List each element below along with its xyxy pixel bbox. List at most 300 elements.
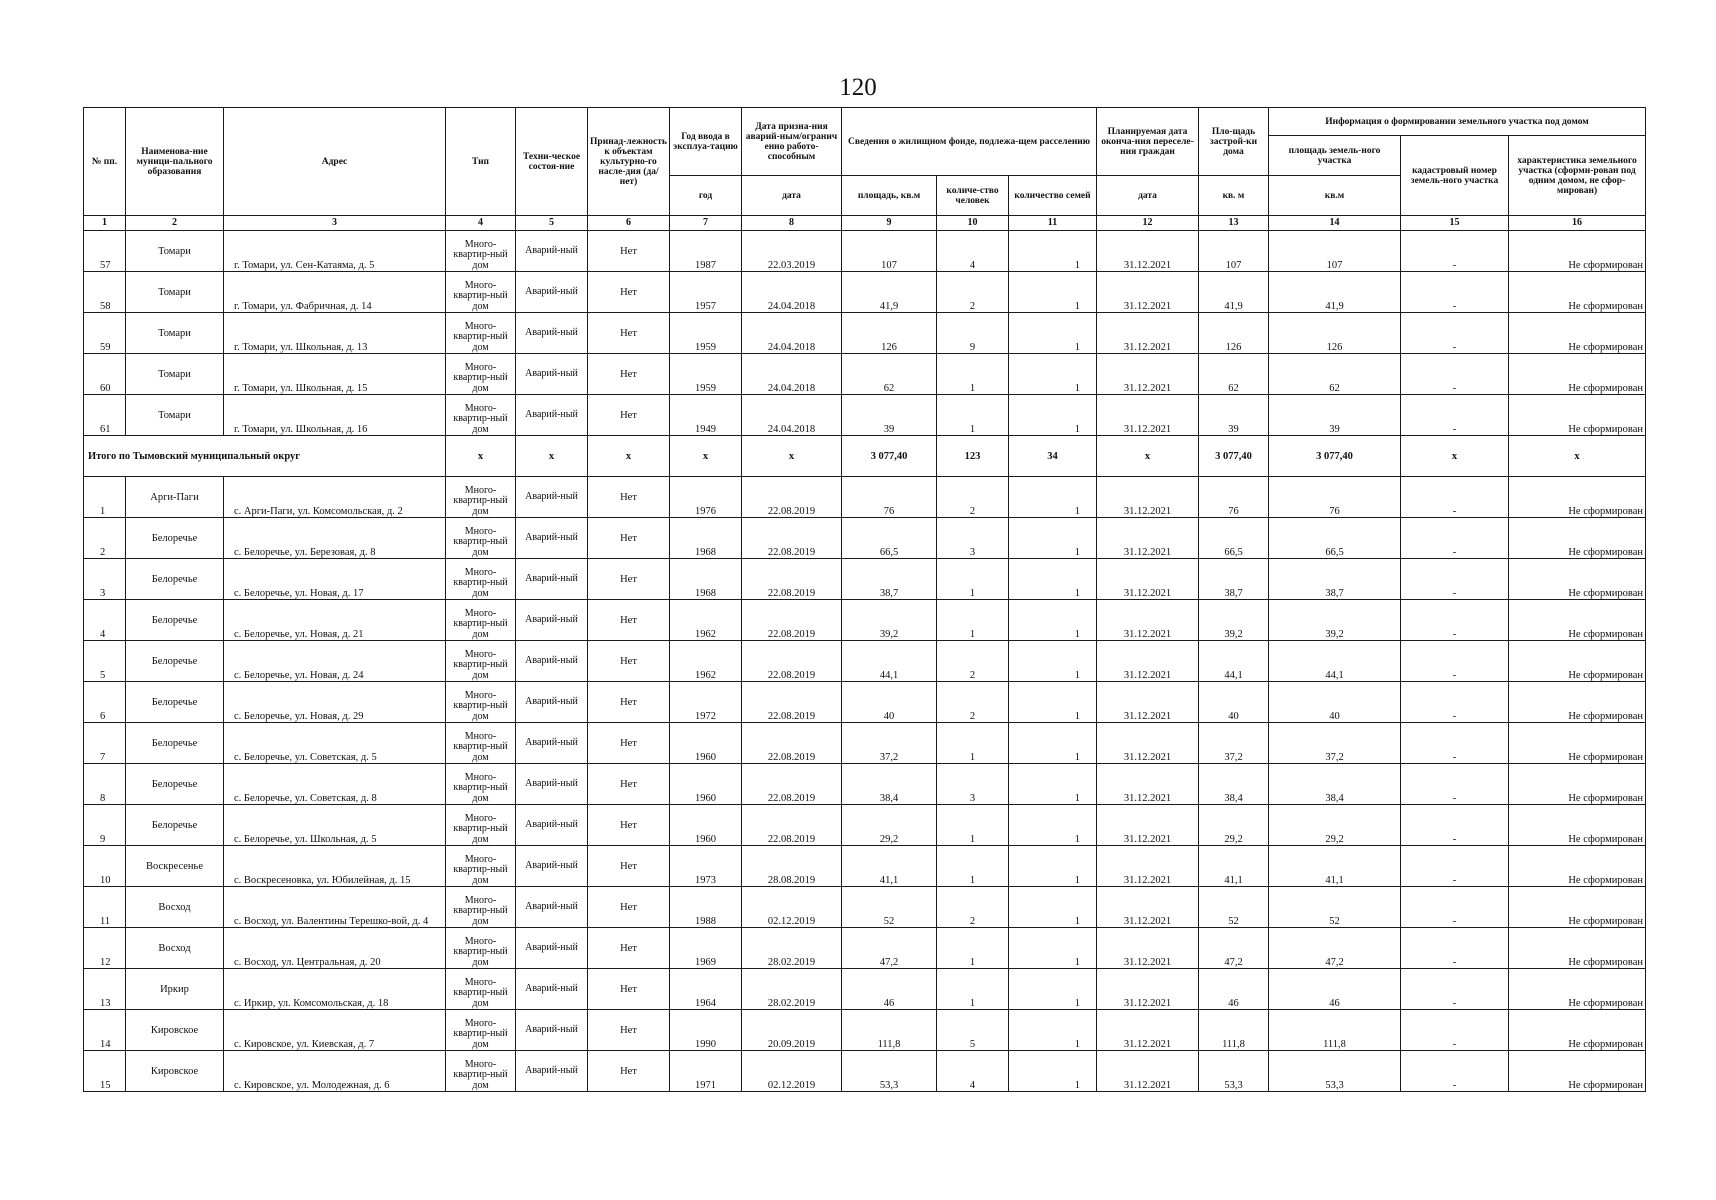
commission-year-cell: 1990 [670, 1010, 742, 1051]
column-number-5: 5 [516, 216, 588, 231]
area-cell: 39 [842, 395, 937, 436]
tech-state-cell: Аварий-ный [516, 805, 588, 846]
address-cell: с. Белоречье, ул. Школьная, д. 5 [224, 805, 446, 846]
tech-state-cell: Аварий-ный [516, 600, 588, 641]
cultural-heritage-cell: Нет [588, 969, 670, 1010]
people-count-cell: 2 [937, 887, 1009, 928]
land-status-cell: Не сформирован [1509, 641, 1646, 682]
tech-state-cell: Аварий-ный [516, 641, 588, 682]
families-count-cell: 1 [1009, 641, 1097, 682]
area-cell: 41,9 [842, 272, 937, 313]
municipality-cell: Белоречье [126, 723, 224, 764]
table-row [84, 805, 1646, 846]
row-number: 60 [84, 354, 126, 395]
land-area-cell: 39,2 [1269, 600, 1401, 641]
address-cell: с. Белоречье, ул. Березовая, д. 8 [224, 518, 446, 559]
type-cell: Много-квартир-ный дом [446, 887, 516, 928]
table-row [84, 600, 1646, 641]
type-cell: Много-квартир-ный дом [446, 272, 516, 313]
resettlement-table [83, 107, 1646, 1092]
emergency-date-cell: 02.12.2019 [742, 887, 842, 928]
table-row [84, 928, 1646, 969]
land-status-cell: Не сформирован [1509, 395, 1646, 436]
address-cell: г. Томари, ул. Школьная, д. 13 [224, 313, 446, 354]
total-people: 123 [937, 436, 1009, 477]
land-area-cell: 66,5 [1269, 518, 1401, 559]
families-count-cell: 1 [1009, 887, 1097, 928]
families-count-cell: 1 [1009, 231, 1097, 272]
column-number-8: 8 [742, 216, 842, 231]
emergency-date-cell: 22.08.2019 [742, 723, 842, 764]
total-date: х [742, 436, 842, 477]
type-cell: Много-квартир-ный дом [446, 395, 516, 436]
table-body-section-b [84, 477, 1646, 1092]
land-area-cell: 37,2 [1269, 723, 1401, 764]
header-land-info: Информация о формировании земельного участка под домом [1269, 108, 1646, 136]
table-row [84, 559, 1646, 600]
cadastral-number-cell: - [1401, 477, 1509, 518]
emergency-date-cell: 02.12.2019 [742, 1051, 842, 1092]
emergency-date-cell: 22.08.2019 [742, 682, 842, 723]
area-cell: 38,4 [842, 764, 937, 805]
planned-date-cell: 31.12.2021 [1097, 518, 1199, 559]
total-built-area: 3 077,40 [1199, 436, 1269, 477]
built-area-cell: 46 [1199, 969, 1269, 1010]
address-cell: с. Белоречье, ул. Новая, д. 24 [224, 641, 446, 682]
commission-year-cell: 1969 [670, 928, 742, 969]
planned-date-cell: 31.12.2021 [1097, 887, 1199, 928]
tech-state-cell: Аварий-ный [516, 1010, 588, 1051]
total-characteristic: х [1509, 436, 1646, 477]
municipality-cell: Томари [126, 313, 224, 354]
emergency-date-cell: 22.03.2019 [742, 231, 842, 272]
tech-state-cell: Аварий-ный [516, 518, 588, 559]
table-row [84, 846, 1646, 887]
emergency-date-cell: 28.02.2019 [742, 928, 842, 969]
area-cell: 111,8 [842, 1010, 937, 1051]
land-area-cell: 53,3 [1269, 1051, 1401, 1092]
commission-year-cell: 1962 [670, 600, 742, 641]
emergency-date-cell: 22.08.2019 [742, 518, 842, 559]
people-count-cell: 1 [937, 354, 1009, 395]
address-cell: с. Воскресеновка, ул. Юбилейная, д. 15 [224, 846, 446, 887]
people-count-cell: 3 [937, 764, 1009, 805]
planned-date-cell: 31.12.2021 [1097, 600, 1199, 641]
area-cell: 47,2 [842, 928, 937, 969]
header-num: № пп. [84, 108, 126, 216]
land-status-cell: Не сформирован [1509, 764, 1646, 805]
emergency-date-cell: 22.08.2019 [742, 559, 842, 600]
table-row [84, 682, 1646, 723]
municipality-cell: Томари [126, 395, 224, 436]
type-cell: Много-квартир-ный дом [446, 764, 516, 805]
table-row [84, 887, 1646, 928]
land-area-cell: 62 [1269, 354, 1401, 395]
row-number: 12 [84, 928, 126, 969]
planned-date-cell: 31.12.2021 [1097, 641, 1199, 682]
tech-state-cell: Аварий-ный [516, 313, 588, 354]
land-area-cell: 107 [1269, 231, 1401, 272]
planned-date-cell: 31.12.2021 [1097, 682, 1199, 723]
area-cell: 107 [842, 231, 937, 272]
tech-state-cell: Аварий-ный [516, 354, 588, 395]
header-characteristic: характеристика земельного участка (сформи-рован под одним домом, не сфор-мирован) [1509, 136, 1646, 216]
built-area-cell: 107 [1199, 231, 1269, 272]
cultural-heritage-cell: Нет [588, 272, 670, 313]
area-cell: 38,7 [842, 559, 937, 600]
cadastral-number-cell: - [1401, 600, 1509, 641]
land-status-cell: Не сформирован [1509, 272, 1646, 313]
area-cell: 76 [842, 477, 937, 518]
row-number: 10 [84, 846, 126, 887]
cadastral-number-cell: - [1401, 682, 1509, 723]
cadastral-number-cell: - [1401, 723, 1509, 764]
row-number: 2 [84, 518, 126, 559]
type-cell: Много-квартир-ный дом [446, 928, 516, 969]
column-number-11: 11 [1009, 216, 1097, 231]
tech-state-cell: Аварий-ный [516, 272, 588, 313]
header-date-sub: дата [742, 176, 842, 216]
planned-date-cell: 31.12.2021 [1097, 559, 1199, 600]
header-cadastral: кадастровый номер земель-ного участка [1401, 136, 1509, 216]
cultural-heritage-cell: Нет [588, 682, 670, 723]
families-count-cell: 1 [1009, 805, 1097, 846]
type-cell: Много-квартир-ный дом [446, 231, 516, 272]
type-cell: Много-квартир-ный дом [446, 518, 516, 559]
tech-state-cell: Аварий-ный [516, 887, 588, 928]
table-row [84, 272, 1646, 313]
column-number-2: 2 [126, 216, 224, 231]
area-cell: 39,2 [842, 600, 937, 641]
families-count-cell: 1 [1009, 559, 1097, 600]
built-area-cell: 38,7 [1199, 559, 1269, 600]
total-cultural: х [588, 436, 670, 477]
families-count-cell: 1 [1009, 723, 1097, 764]
municipality-cell: Арги-Паги [126, 477, 224, 518]
column-number-9: 9 [842, 216, 937, 231]
people-count-cell: 2 [937, 272, 1009, 313]
people-count-cell: 1 [937, 395, 1009, 436]
cadastral-number-cell: - [1401, 805, 1509, 846]
type-cell: Много-квартир-ный дом [446, 477, 516, 518]
planned-date-cell: 31.12.2021 [1097, 764, 1199, 805]
total-label: Итого по Тымовский муниципальный округ [84, 436, 446, 477]
cadastral-number-cell: - [1401, 1010, 1509, 1051]
built-area-cell: 41,1 [1199, 846, 1269, 887]
column-number-7: 7 [670, 216, 742, 231]
built-area-cell: 76 [1199, 477, 1269, 518]
land-status-cell: Не сформирован [1509, 313, 1646, 354]
address-cell: с. Кировское, ул. Молодежная, д. 6 [224, 1051, 446, 1092]
emergency-date-cell: 28.08.2019 [742, 846, 842, 887]
people-count-cell: 2 [937, 682, 1009, 723]
column-number-16: 16 [1509, 216, 1646, 231]
tech-state-cell: Аварий-ный [516, 559, 588, 600]
municipality-cell: Белоречье [126, 600, 224, 641]
commission-year-cell: 1987 [670, 231, 742, 272]
built-area-cell: 47,2 [1199, 928, 1269, 969]
type-cell: Много-квартир-ный дом [446, 354, 516, 395]
families-count-cell: 1 [1009, 354, 1097, 395]
area-cell: 37,2 [842, 723, 937, 764]
cultural-heritage-cell: Нет [588, 887, 670, 928]
land-status-cell: Не сформирован [1509, 518, 1646, 559]
row-number: 7 [84, 723, 126, 764]
address-cell: с. Восход, ул. Центральная, д. 20 [224, 928, 446, 969]
land-area-cell: 38,4 [1269, 764, 1401, 805]
municipality-cell: Белоречье [126, 518, 224, 559]
cadastral-number-cell: - [1401, 518, 1509, 559]
area-cell: 44,1 [842, 641, 937, 682]
row-number: 8 [84, 764, 126, 805]
planned-date-cell: 31.12.2021 [1097, 354, 1199, 395]
header-municipality: Наименова-ние муници-пального образования [126, 108, 224, 216]
header-cultural: Принад-лежность к объектам культурно-го насле-дия (да/нет) [588, 108, 670, 216]
cultural-heritage-cell: Нет [588, 723, 670, 764]
header-people-sub: количе-ство человек [937, 176, 1009, 216]
tech-state-cell: Аварий-ный [516, 231, 588, 272]
header-area-sub: площадь, кв.м [842, 176, 937, 216]
type-cell: Много-квартир-ный дом [446, 641, 516, 682]
land-area-cell: 52 [1269, 887, 1401, 928]
families-count-cell: 1 [1009, 313, 1097, 354]
emergency-date-cell: 24.04.2018 [742, 313, 842, 354]
type-cell: Много-квартир-ный дом [446, 1010, 516, 1051]
table-row [84, 641, 1646, 682]
built-area-cell: 52 [1199, 887, 1269, 928]
column-number-4: 4 [446, 216, 516, 231]
area-cell: 53,3 [842, 1051, 937, 1092]
families-count-cell: 1 [1009, 1010, 1097, 1051]
municipality-cell: Белоречье [126, 559, 224, 600]
commission-year-cell: 1968 [670, 559, 742, 600]
area-cell: 126 [842, 313, 937, 354]
table-row [84, 231, 1646, 272]
header-tech-state: Техни-ческое состоя-ние [516, 108, 588, 216]
families-count-cell: 1 [1009, 764, 1097, 805]
area-cell: 40 [842, 682, 937, 723]
families-count-cell: 1 [1009, 395, 1097, 436]
address-cell: с. Иркир, ул. Комсомольская, д. 18 [224, 969, 446, 1010]
cultural-heritage-cell: Нет [588, 846, 670, 887]
planned-date-cell: 31.12.2021 [1097, 313, 1199, 354]
families-count-cell: 1 [1009, 969, 1097, 1010]
cadastral-number-cell: - [1401, 969, 1509, 1010]
header-housing: Сведения о жилищном фонде, подлежа-щем расселению [842, 108, 1097, 176]
table-total-section [84, 436, 1646, 477]
municipality-cell: Иркир [126, 969, 224, 1010]
cultural-heritage-cell: Нет [588, 1010, 670, 1051]
header-year-sub: год [670, 176, 742, 216]
address-cell: с. Белоречье, ул. Новая, д. 17 [224, 559, 446, 600]
land-area-cell: 76 [1269, 477, 1401, 518]
municipality-cell: Белоречье [126, 682, 224, 723]
emergency-date-cell: 24.04.2018 [742, 395, 842, 436]
commission-year-cell: 1960 [670, 723, 742, 764]
cultural-heritage-cell: Нет [588, 313, 670, 354]
families-count-cell: 1 [1009, 600, 1097, 641]
planned-date-cell: 31.12.2021 [1097, 1051, 1199, 1092]
row-number: 11 [84, 887, 126, 928]
cadastral-number-cell: - [1401, 764, 1509, 805]
families-count-cell: 1 [1009, 682, 1097, 723]
commission-year-cell: 1959 [670, 313, 742, 354]
cultural-heritage-cell: Нет [588, 354, 670, 395]
tech-state-cell: Аварий-ный [516, 928, 588, 969]
land-status-cell: Не сформирован [1509, 928, 1646, 969]
land-status-cell: Не сформирован [1509, 559, 1646, 600]
land-area-cell: 41,1 [1269, 846, 1401, 887]
built-area-cell: 40 [1199, 682, 1269, 723]
land-area-cell: 46 [1269, 969, 1401, 1010]
column-number-3: 3 [224, 216, 446, 231]
built-area-cell: 62 [1199, 354, 1269, 395]
tech-state-cell: Аварий-ный [516, 395, 588, 436]
tech-state-cell: Аварий-ный [516, 969, 588, 1010]
people-count-cell: 4 [937, 1051, 1009, 1092]
row-number: 58 [84, 272, 126, 313]
address-cell: с. Восход, ул. Валентины Терешко-вой, д. 4 [224, 887, 446, 928]
header-land-area-sub: кв.м [1269, 176, 1401, 216]
municipality-cell: Белоречье [126, 805, 224, 846]
type-cell: Много-квартир-ный дом [446, 682, 516, 723]
emergency-date-cell: 22.08.2019 [742, 477, 842, 518]
total-state: х [516, 436, 588, 477]
type-cell: Много-квартир-ный дом [446, 723, 516, 764]
land-area-cell: 40 [1269, 682, 1401, 723]
land-area-cell: 39 [1269, 395, 1401, 436]
table-row [84, 518, 1646, 559]
municipality-cell: Томари [126, 231, 224, 272]
cultural-heritage-cell: Нет [588, 477, 670, 518]
cultural-heritage-cell: Нет [588, 641, 670, 682]
planned-date-cell: 31.12.2021 [1097, 969, 1199, 1010]
families-count-cell: 1 [1009, 846, 1097, 887]
address-cell: с. Белоречье, ул. Советская, д. 5 [224, 723, 446, 764]
land-area-cell: 111,8 [1269, 1010, 1401, 1051]
header-families-sub: количество семей [1009, 176, 1097, 216]
row-number: 4 [84, 600, 126, 641]
table-row [84, 723, 1646, 764]
people-count-cell: 1 [937, 559, 1009, 600]
commission-year-cell: 1960 [670, 764, 742, 805]
commission-year-cell: 1949 [670, 395, 742, 436]
tech-state-cell: Аварий-ный [516, 846, 588, 887]
cultural-heritage-cell: Нет [588, 600, 670, 641]
planned-date-cell: 31.12.2021 [1097, 272, 1199, 313]
page-number: 120 [839, 74, 877, 101]
row-number: 14 [84, 1010, 126, 1051]
municipality-cell: Восход [126, 928, 224, 969]
people-count-cell: 4 [937, 231, 1009, 272]
municipality-cell: Кировское [126, 1010, 224, 1051]
people-count-cell: 1 [937, 846, 1009, 887]
land-area-cell: 41,9 [1269, 272, 1401, 313]
cadastral-number-cell: - [1401, 354, 1509, 395]
land-status-cell: Не сформирован [1509, 846, 1646, 887]
planned-date-cell: 31.12.2021 [1097, 805, 1199, 846]
header-type: Тип [446, 108, 516, 216]
land-status-cell: Не сформирован [1509, 723, 1646, 764]
cultural-heritage-cell: Нет [588, 395, 670, 436]
commission-year-cell: 1964 [670, 969, 742, 1010]
land-status-cell: Не сформирован [1509, 1010, 1646, 1051]
land-area-cell: 38,7 [1269, 559, 1401, 600]
built-area-cell: 41,9 [1199, 272, 1269, 313]
table-row [84, 1051, 1646, 1092]
area-cell: 46 [842, 969, 937, 1010]
built-area-cell: 29,2 [1199, 805, 1269, 846]
column-number-12: 12 [1097, 216, 1199, 231]
planned-date-cell: 31.12.2021 [1097, 723, 1199, 764]
land-status-cell: Не сформирован [1509, 600, 1646, 641]
land-status-cell: Не сформирован [1509, 887, 1646, 928]
planned-date-cell: 31.12.2021 [1097, 1010, 1199, 1051]
planned-date-cell: 31.12.2021 [1097, 477, 1199, 518]
commission-year-cell: 1971 [670, 1051, 742, 1092]
land-area-cell: 126 [1269, 313, 1401, 354]
area-cell: 66,5 [842, 518, 937, 559]
cadastral-number-cell: - [1401, 313, 1509, 354]
land-status-cell: Не сформирован [1509, 231, 1646, 272]
families-count-cell: 1 [1009, 272, 1097, 313]
land-status-cell: Не сформирован [1509, 682, 1646, 723]
row-number: 9 [84, 805, 126, 846]
emergency-date-cell: 22.08.2019 [742, 641, 842, 682]
emergency-date-cell: 20.09.2019 [742, 1010, 842, 1051]
cadastral-number-cell: - [1401, 395, 1509, 436]
table-row [84, 313, 1646, 354]
tech-state-cell: Аварий-ный [516, 682, 588, 723]
address-cell: с. Белоречье, ул. Новая, д. 21 [224, 600, 446, 641]
type-cell: Много-квартир-ный дом [446, 600, 516, 641]
emergency-date-cell: 22.08.2019 [742, 600, 842, 641]
column-number-1: 1 [84, 216, 126, 231]
commission-year-cell: 1957 [670, 272, 742, 313]
cadastral-number-cell: - [1401, 231, 1509, 272]
people-count-cell: 1 [937, 805, 1009, 846]
address-cell: с. Белоречье, ул. Советская, д. 8 [224, 764, 446, 805]
people-count-cell: 3 [937, 518, 1009, 559]
address-cell: г. Томари, ул. Школьная, д. 16 [224, 395, 446, 436]
total-type: х [446, 436, 516, 477]
land-status-cell: Не сформирован [1509, 969, 1646, 1010]
emergency-date-cell: 22.08.2019 [742, 805, 842, 846]
header-built-sub: кв. м [1199, 176, 1269, 216]
column-numbers-row [84, 216, 1646, 231]
type-cell: Много-квартир-ный дом [446, 313, 516, 354]
address-cell: с. Арги-Паги, ул. Комсомольская, д. 2 [224, 477, 446, 518]
row-number: 1 [84, 477, 126, 518]
row-number: 13 [84, 969, 126, 1010]
row-number: 5 [84, 641, 126, 682]
people-count-cell: 1 [937, 600, 1009, 641]
built-area-cell: 66,5 [1199, 518, 1269, 559]
families-count-cell: 1 [1009, 1051, 1097, 1092]
total-planned-date: х [1097, 436, 1199, 477]
emergency-date-cell: 24.04.2018 [742, 354, 842, 395]
built-area-cell: 53,3 [1199, 1051, 1269, 1092]
land-status-cell: Не сформирован [1509, 805, 1646, 846]
municipality-cell: Томари [126, 272, 224, 313]
total-land-area: 3 077,40 [1269, 436, 1401, 477]
cadastral-number-cell: - [1401, 887, 1509, 928]
area-cell: 62 [842, 354, 937, 395]
address-cell: г. Томари, ул. Школьная, д. 15 [224, 354, 446, 395]
built-area-cell: 39 [1199, 395, 1269, 436]
cadastral-number-cell: - [1401, 846, 1509, 887]
row-number: 61 [84, 395, 126, 436]
